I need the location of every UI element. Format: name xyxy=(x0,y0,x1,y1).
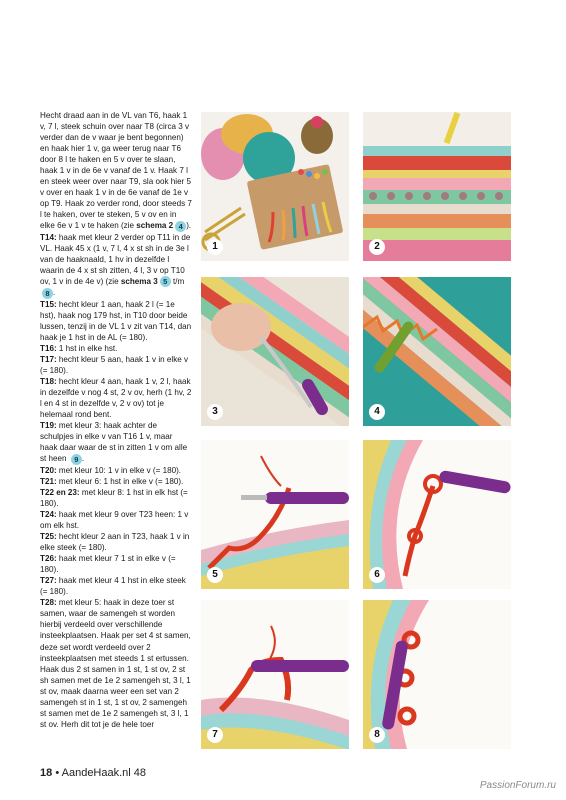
photo-8-edge-finish xyxy=(363,600,511,749)
intro-paragraph: Hecht draad aan in de VL van T6, haak 1 v, 7 l, steek schuin over naar T8 (circa 3 v verder dan de v waar je bent begonnen) en haak hier 1 v, ga weer terug naar T6 door 8 l te haken en 5 v over te slaan, haak 1 v in de 6e v vanaf de 1 v. Haak 7 l en steek weer over naar T9, sla ook hier 5 v over en haak 1 v in de 6e vanaf de 1e v op T9. Haak zo verder rond, door steeds 7 l te haken, over te steken, 5 v ov en in elke 6e v 1 v te haken (zie schema 2 4 ). xyxy=(40,111,192,231)
footer-bullet: • xyxy=(55,767,60,779)
round-t25: T25: hecht kleur 2 aan in T23, haak 1 v in elke steek (= 180). xyxy=(40,532,190,553)
round-t14: T14: haak met kleur 2 verder op T11 in de VL. Haak 45 x (1 v, 7 l, 4 x st sh in de 3e l van de haaknaald, 1 hv in dezelfde l waarin de 4 x st sh zitten, 4 l, 3 v op T10 ov, 1 v in de 4e v) (zie schema 3 5 t/m8 . xyxy=(40,232,191,298)
round-t24: T24: haak met kleur 9 over T23 heen: 1 v om elk hst. xyxy=(40,509,189,530)
photo-1-materials xyxy=(201,112,349,261)
photo-ref-badge: 9 xyxy=(71,454,82,465)
photo-number: 1 xyxy=(207,239,223,255)
page-footer xyxy=(40,767,146,779)
photo-ref-badge: 5 xyxy=(160,276,171,287)
round-t22-23: T22 en 23: met kleur 8: 1 hst in elk hst (= 180). xyxy=(40,487,188,508)
photo-number: 3 xyxy=(207,404,223,420)
hand-crochet-illustration xyxy=(201,277,349,426)
schema-ref: schema 2 xyxy=(136,221,174,231)
round-t16: T16: 1 hst in elke hst. xyxy=(40,343,118,353)
photo-number: 8 xyxy=(369,727,385,743)
round-t26: T26: haak met kleur 7 1 st in elke v (= 180). xyxy=(40,554,176,575)
schema-ref: schema 3 xyxy=(120,277,158,287)
photo-2-stripes xyxy=(363,112,511,261)
round-t20: T20: met kleur 10: 1 v in elke v (= 180). xyxy=(40,465,182,475)
photo-number: 7 xyxy=(207,727,223,743)
round-t15: T15: hecht kleur 1 aan, haak 2 l (= 1e hst), haak nog 179 hst, in T10 door beide lussen, tenzij in de VL 1 v zit van T14, dan haak je 1 hst in de AL (= 180). xyxy=(40,299,192,342)
photo-4-hook-edge xyxy=(363,277,511,426)
photo-number: 2 xyxy=(369,239,385,255)
photo-number: 4 xyxy=(369,404,385,420)
photo-6-picots xyxy=(363,440,511,589)
round-t19: T19: met kleur 3: haak achter de schulpjes in elke v van T16 1 v, maar haak daar waar de st in zitten 1 v om alle st heen 9 . xyxy=(40,421,188,464)
round-t21: T21: met kleur 6: 1 hst in elke v (= 180). xyxy=(40,476,184,486)
instruction-column xyxy=(40,110,192,730)
round-t27: T27: haak met kleur 4 1 hst in elke steek (= 180). xyxy=(40,576,186,597)
round-t28: T28: met kleur 5: haak in deze toer st samen, waar de samengeh st worden hierbij verdeeld over verschillende insteekplaatsen. Haak per set 4 st samen, deze set wordt verdeeld over 2 insteekplaatsen met steeds 1 st ertussen. Haak dus 2 st samen in 1 st, 1 st ov, 2 st sh samen met de 1e 2 samengeh st, 3 l, 1 st ov, maak daarna weer een set van 2 samengeh st in 1 st, 1 st ov, 2 samengeh st samen met de 1e 2 samengeh st, 3 l, 1 st ov. Herh dit tot je de hele toer xyxy=(40,598,191,729)
stripes-illustration xyxy=(363,112,511,261)
hook-edge-illustration xyxy=(363,277,511,426)
watermark: PassionForum.ru xyxy=(479,780,556,791)
photo-number: 6 xyxy=(369,567,385,583)
materials-illustration xyxy=(201,112,349,261)
picots-illustration xyxy=(363,440,511,589)
red-loops-illustration xyxy=(201,600,349,749)
page-number: 18 xyxy=(40,767,53,779)
photo-7-red-loops xyxy=(201,600,349,749)
photo-ref-badge: 4 xyxy=(175,221,186,232)
photo-ref-badge: 8 xyxy=(42,288,53,299)
red-chain-illustration xyxy=(201,440,349,589)
photo-3-hand-crochet xyxy=(201,277,349,426)
edge-finish-illustration xyxy=(363,600,511,749)
round-t17: T17: hecht kleur 5 aan, haak 1 v in elke v (= 180). xyxy=(40,354,189,376)
photo-5-red-chain xyxy=(201,440,349,589)
photo-number: 5 xyxy=(207,567,223,583)
magazine-name: AandeHaak.nl 48 xyxy=(61,767,147,779)
round-t18: T18: hecht kleur 4 aan, haak 1 v, 2 l, haak in dezelfde v nog 4 st, 2 v ov, herh (1 hv, 2 l en 4 st in dezelfde v, 2 v ov) tot je helemaal rond bent. xyxy=(40,377,192,420)
